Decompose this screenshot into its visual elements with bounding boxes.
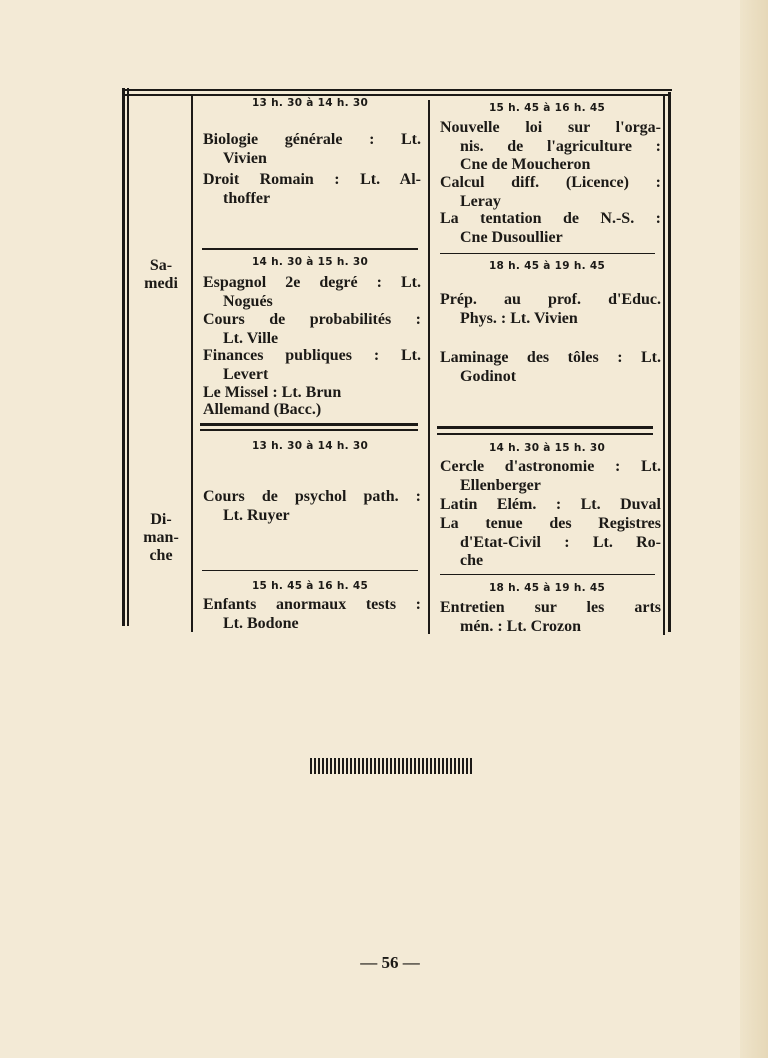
course-entry	[203, 274, 421, 311]
course-entry	[440, 174, 661, 211]
course-entry	[440, 599, 661, 636]
day-line: Di-	[150, 511, 172, 528]
course-line: Cours de psychol path. :	[203, 488, 421, 505]
course-entry	[440, 496, 661, 515]
course-entry	[203, 347, 421, 384]
course-line: Cne de Moucheron	[460, 156, 591, 173]
course-line: Biologie générale : Lt.	[203, 131, 421, 148]
day-line: Sa-	[149, 257, 173, 274]
course-entry	[203, 311, 421, 348]
course-line: Le Missel : Lt. Brun	[203, 384, 342, 401]
course-line: Lt. Bodone	[223, 614, 299, 632]
day-label-dimanche	[130, 511, 192, 565]
course-entry	[203, 401, 421, 420]
course-line: Cercle d'astronomie : Lt.	[440, 458, 661, 475]
course-line: Allemand (Bacc.)	[203, 401, 322, 418]
course-line: Vivien	[223, 149, 267, 167]
course-line: Lt. Ville	[223, 329, 279, 347]
course-line: Enfants anormaux tests :	[203, 596, 421, 613]
course-entry	[203, 488, 421, 525]
course-entry	[440, 458, 661, 495]
time-slot: 13 h. 30 à 14 h. 30	[251, 97, 369, 109]
course-entry	[203, 596, 421, 633]
course-entry	[440, 119, 661, 175]
page-number: — 56 —	[360, 953, 420, 972]
course-entry	[440, 349, 661, 386]
course-line: Entretien sur les arts	[440, 599, 661, 616]
time-slot: 15 h. 45 à 16 h. 45	[251, 580, 369, 592]
course-line: Calcul diff. (Licence) :	[440, 174, 661, 191]
course-line: Nouvelle loi sur l'orga-	[440, 119, 661, 136]
course-line: mén. : Lt. Crozon	[460, 617, 582, 635]
course-line: Latin Elém. : Lt. Duval	[440, 496, 661, 513]
course-line: Nogués	[223, 292, 273, 310]
course-line: Espagnol 2e degré : Lt.	[203, 274, 421, 291]
course-entry	[203, 384, 421, 403]
course-line: Lt. Ruyer	[223, 506, 290, 524]
time-slot: 14 h. 30 à 15 h. 30	[251, 256, 369, 268]
course-line: Ellenberger	[460, 476, 541, 494]
course-line: nis. de l'agriculture :	[460, 137, 661, 155]
course-line: Cours de probabilités :	[203, 311, 421, 328]
course-line: Levert	[223, 365, 269, 383]
time-slot: 18 h. 45 à 19 h. 45	[488, 260, 606, 272]
course-line: Cne Dusoullier	[460, 228, 563, 246]
time-slot: 13 h. 30 à 14 h. 30	[251, 440, 369, 452]
course-entry	[440, 210, 661, 247]
day-label-samedi	[130, 257, 192, 293]
course-entry	[440, 291, 661, 328]
course-line: Laminage des tôles : Lt.	[440, 349, 661, 366]
course-line: La tentation de N.-S. :	[440, 210, 661, 227]
day-line: medi	[144, 275, 178, 292]
course-line: che	[460, 552, 484, 569]
course-line: Phys. : Lt. Vivien	[460, 309, 578, 327]
day-line: man-	[143, 529, 179, 546]
time-slot: 14 h. 30 à 15 h. 30	[488, 442, 606, 454]
course-line: Prép. au prof. d'Educ.	[440, 291, 661, 308]
time-slot: 18 h. 45 à 19 h. 45	[488, 582, 606, 594]
page-edge	[740, 0, 768, 1058]
day-line: che	[149, 547, 173, 564]
course-line: d'Etat-Civil : Lt. Ro-	[460, 533, 661, 551]
course-entry	[440, 515, 661, 571]
ornament-rule	[310, 758, 472, 774]
course-line: La tenue des Registres	[440, 515, 661, 532]
course-entry	[203, 131, 421, 168]
course-line: Droit Romain : Lt. Al-	[203, 171, 421, 188]
course-line: Leray	[460, 192, 501, 210]
course-line: Finances publiques : Lt.	[203, 347, 421, 364]
time-slot: 15 h. 45 à 16 h. 45	[488, 102, 606, 114]
course-line: Godinot	[460, 367, 517, 385]
course-line: thoffer	[223, 189, 271, 207]
course-entry	[203, 171, 421, 208]
